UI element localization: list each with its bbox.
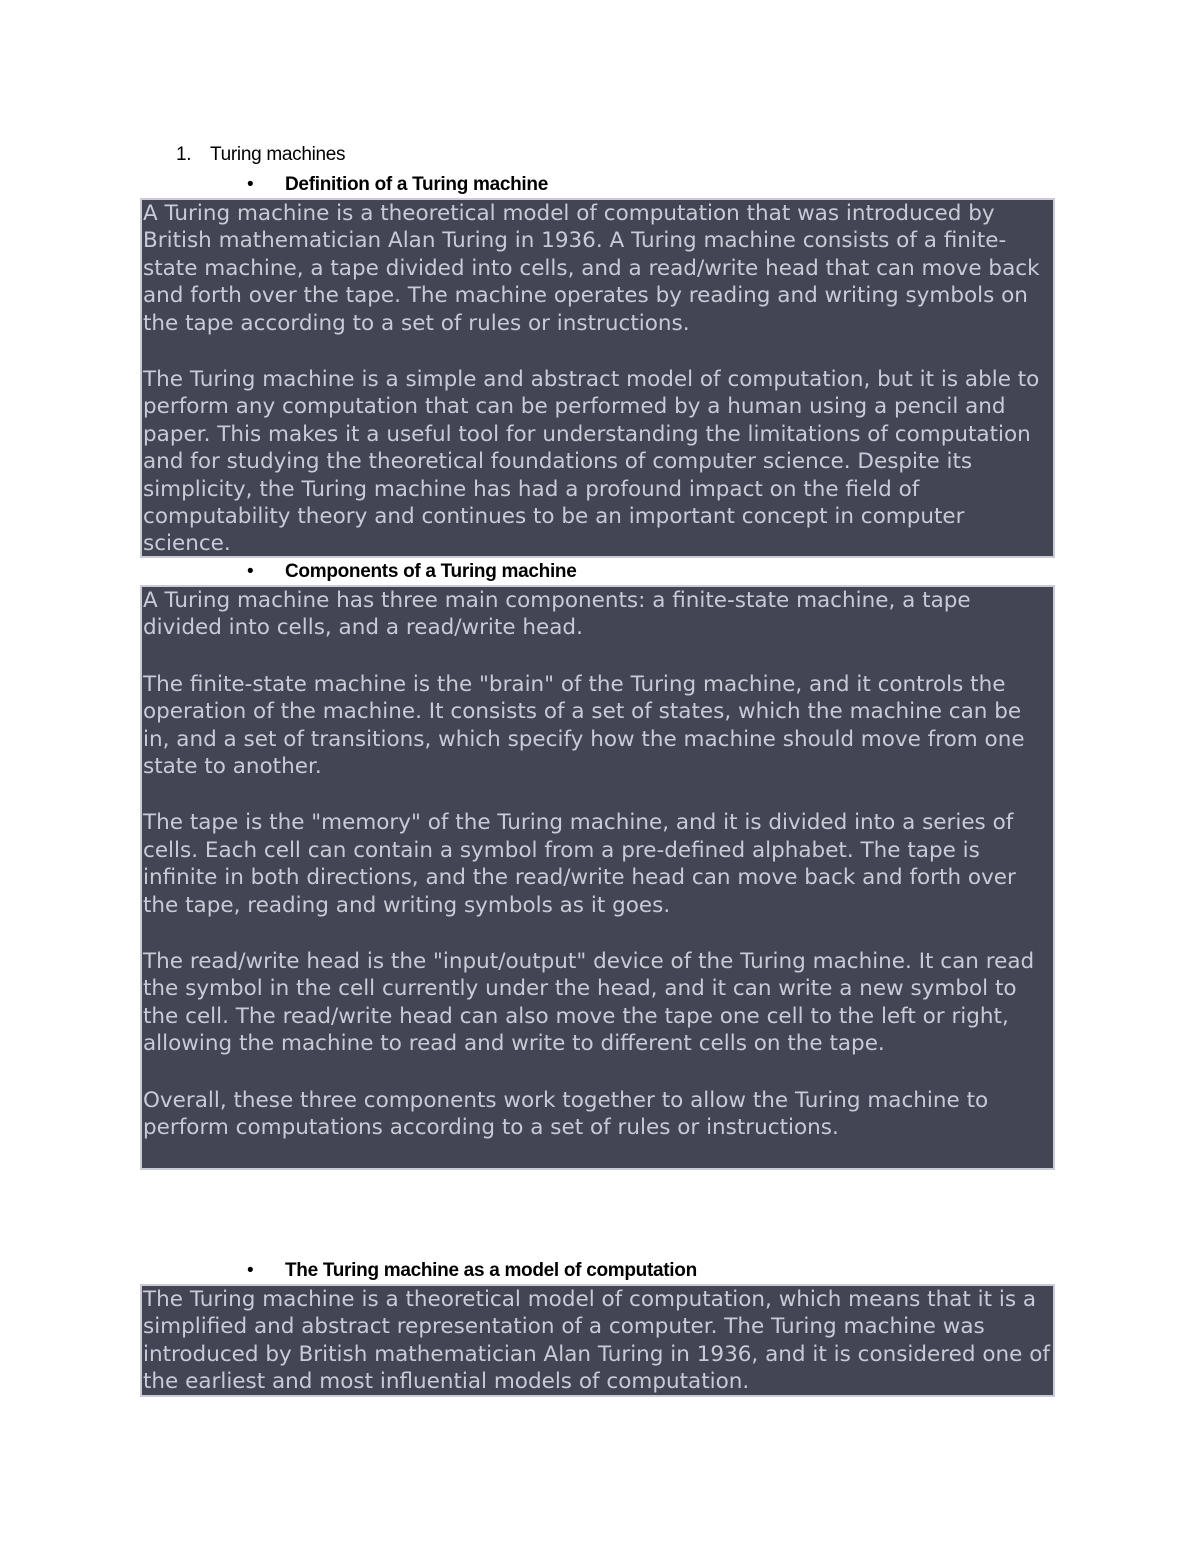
paragraph: The read/write head is the "input/output" device of the Turing machine. It can read the symbol in the cell currently under the head, and it can write a new symbol to the cell. The read/write head can also move the tape one cell to the left or right, allowing the machine to read and write to different cells on the tape. xyxy=(143,949,1035,1057)
definition-text-block xyxy=(140,198,1055,558)
paragraph: The Turing machine is a theoretical model of computation, which means that it is a simplified and abstract representation of a computer. The Turing machine was introduced by British mathematician Alan Turing in 1936, and it is considered one of the earliest and most influential models of computation. xyxy=(143,1287,1050,1395)
components-text-block xyxy=(140,585,1055,1170)
subsection-heading-model xyxy=(247,1260,697,1282)
subsection-heading-components xyxy=(247,561,577,583)
bullet-icon: • xyxy=(247,1260,254,1281)
section-heading xyxy=(176,144,345,166)
subsection-heading-definition xyxy=(247,174,548,196)
paragraph: The finite-state machine is the "brain" of the Turing machine, and it controls the operation of the machine. It consists of a set of states, which the machine can be in, and a set of transitions, which specify how the machine should move from one state to another. xyxy=(143,671,1025,780)
subsection-title: The Turing machine as a model of computation xyxy=(285,1260,697,1281)
subsection-title: Components of a Turing machine xyxy=(285,561,577,582)
paragraph: A Turing machine has three main components: a finite-state machine, a tape divided into cells, and a read/write head. xyxy=(143,588,971,641)
paragraph: Overall, these three components work together to allow the Turing machine to perform computations according to a set of rules or instructions. xyxy=(143,1087,989,1141)
paragraph: The Turing machine is a simple and abstract model of computation, but it is able to perform any computation that can be performed by a human using a pencil and paper. This makes it a useful tool for understanding the limitations of computation and for studying the theoretical foundations of computer science. Despite its simplicity, the Turing machine has had a profound impact on the field of computability theory and continues to be an important concept in computer science. xyxy=(143,367,1040,557)
bullet-icon: • xyxy=(247,561,254,582)
bullet-icon: • xyxy=(247,174,254,195)
model-text-block xyxy=(140,1284,1055,1397)
subsection-title: Definition of a Turing machine xyxy=(285,174,548,195)
section-title: Turing machines xyxy=(210,144,346,165)
paragraph: A Turing machine is a theoretical model of computation that was introduced by British mathematician Alan Turing in 1936. A Turing machine consists of a finite-state machine, a tape divided into cells, and a read/write head that can move back and forth over the tape. The machine operates by reading and writing symbols on the tape according to a set of rules or instructions. xyxy=(143,201,1040,336)
paragraph: The tape is the "memory" of the Turing machine, and it is divided into a series of cells. Each cell can contain a symbol from a pre-defined alphabet. The tape is infinite in both directions, and the read/write head can move back and forth over the tape, reading and writing symbols as it goes. xyxy=(143,810,1016,918)
section-number: 1. xyxy=(176,144,192,165)
